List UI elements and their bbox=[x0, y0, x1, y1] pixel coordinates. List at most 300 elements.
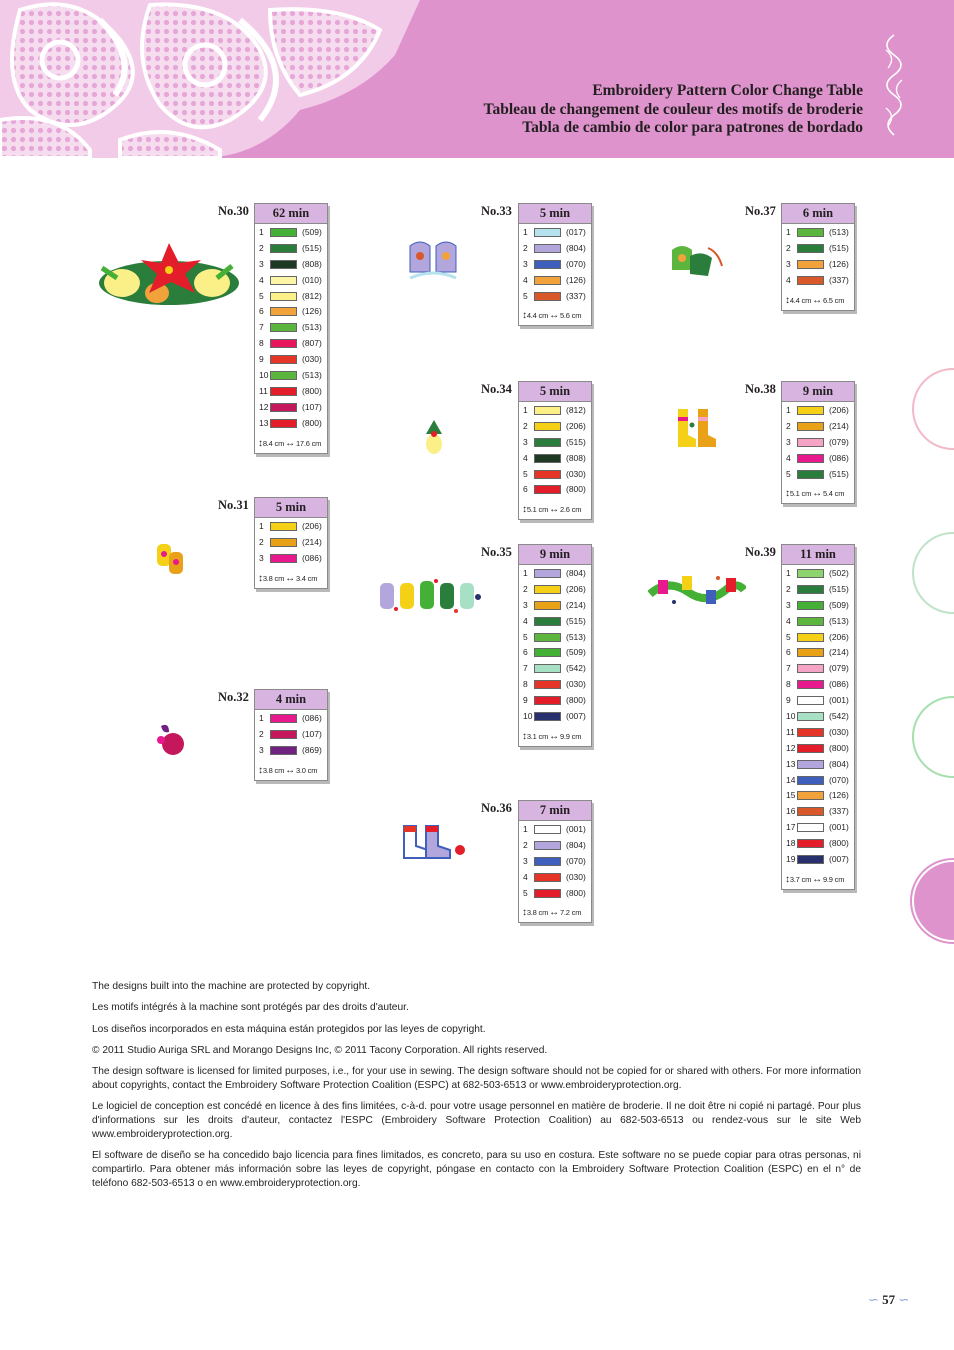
pattern-38-color-table bbox=[781, 381, 855, 504]
thread-color-swatch bbox=[534, 664, 561, 673]
color-row bbox=[782, 787, 854, 803]
thread-color-swatch bbox=[270, 730, 297, 739]
thread-code: (214) bbox=[829, 420, 849, 431]
horizontal-arrow-icon: ↔ bbox=[285, 572, 295, 584]
pattern-35-number: No.35 bbox=[481, 545, 512, 559]
width-value: 3.4 cm bbox=[295, 573, 318, 583]
thread-color-swatch bbox=[797, 228, 824, 237]
color-row bbox=[519, 466, 591, 482]
thread-code: (513) bbox=[302, 370, 322, 381]
color-row bbox=[255, 518, 327, 534]
right-ornament-icon: ∽ bbox=[898, 1292, 910, 1307]
thread-color-swatch bbox=[534, 889, 561, 898]
note-copyright-en: The designs built into the machine are protected by copyright. bbox=[92, 981, 371, 992]
thread-code: (010) bbox=[302, 274, 322, 285]
color-row bbox=[519, 629, 591, 645]
color-row bbox=[519, 613, 591, 629]
color-order: 8 bbox=[786, 679, 791, 690]
width-value: 17.6 cm bbox=[295, 438, 322, 448]
thread-color-swatch bbox=[534, 406, 561, 415]
pattern-dimensions bbox=[519, 900, 591, 922]
thread-code: (007) bbox=[566, 711, 586, 722]
thread-code: (214) bbox=[829, 647, 849, 658]
color-order: 7 bbox=[523, 663, 528, 674]
thread-code: (800) bbox=[302, 417, 322, 428]
thread-color-swatch bbox=[534, 569, 561, 578]
color-order: 2 bbox=[259, 536, 264, 547]
header-titles bbox=[484, 82, 863, 138]
thread-code: (804) bbox=[566, 839, 586, 850]
thread-code: (001) bbox=[829, 822, 849, 833]
thread-color-swatch bbox=[270, 371, 297, 380]
height-value: 4.4 cm bbox=[526, 311, 549, 321]
color-row bbox=[519, 676, 591, 692]
color-row bbox=[519, 581, 591, 597]
thread-code: (030) bbox=[566, 679, 586, 690]
color-order: 13 bbox=[259, 417, 269, 428]
thread-code: (515) bbox=[302, 242, 322, 253]
color-row bbox=[519, 450, 591, 466]
color-row bbox=[519, 402, 591, 418]
thread-color-swatch bbox=[270, 538, 297, 547]
pattern-39-image bbox=[648, 572, 746, 610]
color-row bbox=[519, 869, 591, 885]
color-row bbox=[782, 676, 854, 692]
thread-color-swatch bbox=[534, 648, 561, 657]
color-order: 5 bbox=[786, 631, 791, 642]
pattern-dimensions bbox=[255, 758, 327, 780]
pattern-34-color-table bbox=[518, 381, 592, 520]
thread-code: (337) bbox=[566, 290, 586, 301]
thread-code: (079) bbox=[829, 436, 849, 447]
color-row bbox=[255, 383, 327, 399]
pattern-31-image bbox=[155, 540, 187, 576]
thread-color-swatch bbox=[797, 744, 824, 753]
side-tab-circle-2 bbox=[912, 532, 954, 614]
thread-color-swatch bbox=[797, 601, 824, 610]
pattern-32-color-table bbox=[254, 689, 328, 781]
thread-color-swatch bbox=[270, 522, 297, 531]
sewing-time: 62 min bbox=[255, 204, 327, 224]
color-order: 1 bbox=[523, 227, 528, 237]
vertical-arrow-icon: ↕ bbox=[522, 730, 527, 742]
color-order: 6 bbox=[523, 647, 528, 658]
thread-color-swatch bbox=[270, 339, 297, 348]
thread-code: (515) bbox=[829, 242, 849, 253]
horizontal-arrow-icon: ↔ bbox=[549, 730, 559, 742]
width-value: 5.6 cm bbox=[559, 311, 582, 321]
color-row bbox=[255, 710, 327, 726]
thread-color-swatch bbox=[534, 680, 561, 689]
dimensions-text bbox=[258, 573, 317, 584]
color-order: 1 bbox=[786, 405, 791, 415]
pattern-dimensions bbox=[519, 724, 591, 746]
color-order: 9 bbox=[259, 354, 264, 365]
color-order: 1 bbox=[523, 824, 528, 834]
pattern-dimensions bbox=[782, 481, 854, 503]
color-row bbox=[519, 853, 591, 869]
thread-color-swatch bbox=[270, 276, 297, 285]
color-order: 3 bbox=[523, 258, 528, 269]
color-order: 5 bbox=[523, 290, 528, 301]
color-row bbox=[519, 821, 591, 837]
color-row bbox=[519, 418, 591, 434]
thread-code: (804) bbox=[829, 758, 849, 769]
thread-code: (001) bbox=[829, 695, 849, 706]
thread-code: (509) bbox=[302, 227, 322, 237]
color-order: 1 bbox=[786, 227, 791, 237]
color-row bbox=[255, 288, 327, 304]
thread-color-swatch bbox=[270, 292, 297, 301]
height-value: 3.8 cm bbox=[262, 573, 285, 583]
dimensions-text bbox=[785, 488, 844, 499]
thread-code: (807) bbox=[302, 338, 322, 349]
thread-color-swatch bbox=[534, 601, 561, 610]
color-order: 5 bbox=[523, 631, 528, 642]
color-row bbox=[519, 837, 591, 853]
color-row bbox=[255, 534, 327, 550]
color-order: 3 bbox=[259, 258, 264, 269]
color-order: 2 bbox=[259, 728, 264, 739]
thread-code: (337) bbox=[829, 274, 849, 285]
note-license-fr: Le logiciel de conception est concédé en licence à des fins limitées, c-à-d. pour votre usage personnel en matière de broderie. Il ne doit être ni copié ni partagé. Pour plus d'informations sur les droits d'auteur, contactez l'ESPC (Embroidery Software Protection Coalition) au 682-503-6513 ou rendez-vous sur le site Web www.embroideryprotection.org. bbox=[92, 1101, 861, 1140]
sewing-time: 7 min bbox=[519, 801, 591, 821]
left-ornament-icon: ∽ bbox=[868, 1292, 879, 1307]
color-order: 5 bbox=[523, 887, 528, 898]
color-row bbox=[255, 726, 327, 742]
color-row bbox=[519, 565, 591, 581]
color-order: 2 bbox=[523, 839, 528, 850]
thread-color-swatch bbox=[534, 228, 561, 237]
thread-code: (206) bbox=[829, 405, 849, 415]
thread-color-swatch bbox=[797, 760, 824, 769]
height-value: 8.4 cm bbox=[262, 438, 285, 448]
width-value: 3.0 cm bbox=[295, 765, 318, 775]
dimensions-text bbox=[258, 765, 317, 776]
thread-code: (126) bbox=[829, 790, 849, 801]
pattern-34-image bbox=[422, 418, 446, 458]
thread-color-swatch bbox=[270, 355, 297, 364]
copyright-notes bbox=[92, 980, 861, 1198]
color-row bbox=[782, 660, 854, 676]
color-order: 3 bbox=[523, 436, 528, 447]
dimensions-text bbox=[522, 731, 581, 742]
thread-color-swatch bbox=[797, 438, 824, 447]
thread-color-swatch bbox=[270, 244, 297, 253]
thread-color-swatch bbox=[797, 712, 824, 721]
color-row bbox=[519, 240, 591, 256]
color-order: 2 bbox=[523, 583, 528, 594]
width-value: 9.9 cm bbox=[559, 731, 582, 741]
thread-color-swatch bbox=[534, 633, 561, 642]
thread-code: (515) bbox=[829, 468, 849, 479]
color-row bbox=[519, 644, 591, 660]
thread-color-swatch bbox=[270, 387, 297, 396]
color-order: 4 bbox=[786, 615, 791, 626]
horizontal-arrow-icon: ↔ bbox=[549, 310, 559, 322]
color-row bbox=[255, 367, 327, 383]
color-row bbox=[782, 724, 854, 740]
color-order: 1 bbox=[523, 568, 528, 578]
thread-color-swatch bbox=[534, 470, 561, 479]
color-order: 13 bbox=[786, 758, 796, 769]
color-order: 1 bbox=[786, 568, 791, 578]
pattern-33-color-table bbox=[518, 203, 592, 326]
thread-code: (206) bbox=[566, 420, 586, 431]
thread-code: (513) bbox=[566, 631, 586, 642]
thread-code: (800) bbox=[566, 887, 586, 898]
color-order: 3 bbox=[259, 552, 264, 563]
note-copyright-es: Los diseños incorporados en esta máquina están protegidos por las leyes de copyright. bbox=[92, 1023, 486, 1035]
thread-code: (086) bbox=[829, 679, 849, 690]
thread-color-swatch bbox=[534, 276, 561, 285]
color-order: 2 bbox=[523, 420, 528, 431]
color-row bbox=[255, 272, 327, 288]
color-row bbox=[782, 240, 854, 256]
dimensions-text bbox=[258, 438, 321, 449]
thread-code: (812) bbox=[566, 405, 586, 415]
thread-code: (126) bbox=[302, 306, 322, 317]
thread-color-swatch bbox=[797, 569, 824, 578]
thread-color-swatch bbox=[534, 712, 561, 721]
color-order: 14 bbox=[786, 774, 796, 785]
thread-code: (869) bbox=[302, 744, 322, 755]
thread-code: (542) bbox=[566, 663, 586, 674]
color-order: 12 bbox=[786, 742, 796, 753]
color-row bbox=[782, 434, 854, 450]
dimensions-text bbox=[522, 310, 581, 321]
thread-color-swatch bbox=[797, 470, 824, 479]
color-row bbox=[782, 835, 854, 851]
pattern-36-color-table bbox=[518, 800, 592, 923]
color-row bbox=[782, 272, 854, 288]
color-order: 4 bbox=[523, 452, 528, 463]
thread-code: (513) bbox=[302, 322, 322, 333]
color-order: 3 bbox=[259, 744, 264, 755]
dimensions-text bbox=[522, 907, 581, 918]
color-row bbox=[255, 224, 327, 240]
color-row bbox=[255, 742, 327, 758]
color-order: 19 bbox=[786, 854, 796, 865]
pattern-37-number: No.37 bbox=[745, 204, 776, 218]
thread-color-swatch bbox=[534, 422, 561, 431]
color-row bbox=[519, 692, 591, 708]
color-row bbox=[255, 303, 327, 319]
vertical-arrow-icon: ↕ bbox=[785, 294, 790, 306]
color-row bbox=[782, 450, 854, 466]
pattern-38-image bbox=[672, 405, 722, 451]
thread-code: (086) bbox=[829, 452, 849, 463]
thread-color-swatch bbox=[797, 696, 824, 705]
pattern-dimensions bbox=[255, 431, 327, 453]
height-value: 3.8 cm bbox=[526, 908, 549, 918]
color-row bbox=[519, 481, 591, 497]
thread-color-swatch bbox=[270, 260, 297, 269]
thread-color-swatch bbox=[797, 633, 824, 642]
vertical-arrow-icon: ↕ bbox=[785, 873, 790, 885]
pattern-dimensions bbox=[782, 288, 854, 310]
thread-code: (214) bbox=[302, 536, 322, 547]
thread-code: (800) bbox=[566, 484, 586, 495]
color-row bbox=[782, 692, 854, 708]
thread-color-swatch bbox=[797, 648, 824, 657]
thread-color-swatch bbox=[534, 841, 561, 850]
side-tab-circle-4 bbox=[912, 860, 954, 942]
color-row bbox=[255, 399, 327, 415]
vertical-arrow-icon: ↕ bbox=[258, 572, 263, 584]
height-value: 3.8 cm bbox=[262, 765, 285, 775]
thread-code: (070) bbox=[566, 855, 586, 866]
thread-code: (515) bbox=[566, 615, 586, 626]
dimensions-text bbox=[785, 874, 844, 885]
thread-color-swatch bbox=[534, 485, 561, 494]
thread-code: (086) bbox=[302, 713, 322, 723]
color-order: 1 bbox=[259, 227, 264, 237]
thread-code: (509) bbox=[566, 647, 586, 658]
thread-color-swatch bbox=[534, 260, 561, 269]
pattern-36-image bbox=[398, 820, 468, 862]
color-row bbox=[782, 851, 854, 867]
thread-color-swatch bbox=[534, 696, 561, 705]
color-row bbox=[782, 819, 854, 835]
color-order: 17 bbox=[786, 822, 796, 833]
note-license-en: The design software is licensed for limited purposes, i.e., for your use in sewing. The design software should not be copied for or shared with others. For more information about copyrights, contact the Embroidery Software Protection Coalition (ESPC) at 682-503-6513 or www.embroideryprotection.org. bbox=[92, 1066, 861, 1091]
color-row bbox=[782, 772, 854, 788]
thread-color-swatch bbox=[534, 292, 561, 301]
thread-code: (509) bbox=[829, 599, 849, 610]
color-order: 2 bbox=[786, 420, 791, 431]
thread-code: (001) bbox=[566, 824, 586, 834]
pattern-31-number: No.31 bbox=[218, 498, 249, 512]
color-order: 9 bbox=[523, 695, 528, 706]
title-spanish: Tabla de cambio de color para patrones de bordado bbox=[522, 119, 863, 136]
color-row bbox=[519, 597, 591, 613]
thread-color-swatch bbox=[797, 406, 824, 415]
title-english: Embroidery Pattern Color Change Table bbox=[592, 82, 863, 99]
pattern-33-image bbox=[406, 238, 462, 282]
thread-color-swatch bbox=[270, 307, 297, 316]
width-value: 7.2 cm bbox=[559, 908, 582, 918]
thread-code: (030) bbox=[566, 468, 586, 479]
thread-code: (030) bbox=[829, 726, 849, 737]
thread-code: (086) bbox=[302, 552, 322, 563]
thread-code: (206) bbox=[302, 521, 322, 531]
color-row bbox=[519, 288, 591, 304]
height-value: 3.7 cm bbox=[789, 874, 812, 884]
thread-color-swatch bbox=[797, 276, 824, 285]
width-value: 9.9 cm bbox=[822, 874, 845, 884]
vertical-arrow-icon: ↕ bbox=[522, 504, 527, 516]
thread-color-swatch bbox=[797, 855, 824, 864]
color-order: 2 bbox=[259, 242, 264, 253]
thread-color-swatch bbox=[534, 873, 561, 882]
pattern-35-color-table bbox=[518, 544, 592, 747]
color-order: 4 bbox=[259, 274, 264, 285]
thread-color-swatch bbox=[270, 323, 297, 332]
side-tab-circle-3 bbox=[912, 696, 954, 778]
thread-code: (126) bbox=[566, 274, 586, 285]
thread-color-swatch bbox=[797, 680, 824, 689]
color-row bbox=[519, 708, 591, 724]
color-order: 4 bbox=[523, 615, 528, 626]
vertical-arrow-icon: ↕ bbox=[522, 907, 527, 919]
thread-color-swatch bbox=[534, 454, 561, 463]
color-order: 4 bbox=[786, 452, 791, 463]
thread-color-swatch bbox=[797, 422, 824, 431]
thread-code: (206) bbox=[566, 583, 586, 594]
lace-decoration bbox=[0, 0, 420, 158]
thread-color-swatch bbox=[797, 244, 824, 253]
flourish-icon bbox=[876, 30, 912, 140]
width-value: 5.4 cm bbox=[822, 489, 845, 499]
pattern-35-image bbox=[376, 577, 491, 615]
color-order: 4 bbox=[786, 274, 791, 285]
horizontal-arrow-icon: ↔ bbox=[285, 764, 295, 776]
thread-color-swatch bbox=[797, 664, 824, 673]
color-order: 2 bbox=[786, 583, 791, 594]
pattern-38-number: No.38 bbox=[745, 382, 776, 396]
color-order: 3 bbox=[786, 258, 791, 269]
color-row bbox=[782, 256, 854, 272]
thread-color-swatch bbox=[534, 857, 561, 866]
pattern-dimensions bbox=[782, 867, 854, 889]
pattern-dimensions bbox=[519, 497, 591, 519]
side-tab-circle-1 bbox=[912, 368, 954, 450]
thread-color-swatch bbox=[797, 839, 824, 848]
pattern-dimensions bbox=[519, 303, 591, 325]
pattern-37-image bbox=[668, 240, 724, 282]
thread-code: (808) bbox=[566, 452, 586, 463]
thread-code: (126) bbox=[829, 258, 849, 269]
color-order: 5 bbox=[259, 290, 264, 301]
thread-color-swatch bbox=[270, 554, 297, 563]
height-value: 5.1 cm bbox=[789, 489, 812, 499]
title-french: Tableau de changement de couleur des motifs de broderie bbox=[483, 100, 863, 118]
color-row bbox=[519, 224, 591, 240]
dimensions-text bbox=[522, 504, 581, 515]
thread-color-swatch bbox=[797, 791, 824, 800]
thread-code: (812) bbox=[302, 290, 322, 301]
pattern-39-number: No.39 bbox=[745, 545, 776, 559]
thread-code: (515) bbox=[566, 436, 586, 447]
thread-code: (800) bbox=[302, 385, 322, 396]
color-row bbox=[519, 434, 591, 450]
color-row bbox=[519, 256, 591, 272]
thread-color-swatch bbox=[797, 823, 824, 832]
pattern-30-number: No.30 bbox=[218, 204, 249, 218]
note-license-es: El software de diseño se ha concedido bajo licencia para fines limitados, es concreto, para su uso en costura. Este software no se puede copiar para otras personas, ni compartirlo. Para obtener más información sobre las leyes de copyright, póngase en contacto con la Embroidery Software Protection Coalition (ESPC) en el n° de teléfono 682-503-6513 o en www.embroideryprotection.org. bbox=[92, 1150, 861, 1189]
pattern-34-number: No.34 bbox=[481, 382, 512, 396]
dimensions-text bbox=[785, 295, 844, 306]
thread-color-swatch bbox=[797, 807, 824, 816]
thread-code: (542) bbox=[829, 711, 849, 722]
color-order: 10 bbox=[786, 711, 796, 722]
color-order: 7 bbox=[259, 322, 264, 333]
color-row bbox=[519, 660, 591, 676]
sewing-time: 9 min bbox=[782, 382, 854, 402]
thread-code: (030) bbox=[302, 354, 322, 365]
pattern-32-image bbox=[155, 720, 187, 758]
color-row bbox=[782, 565, 854, 581]
color-row bbox=[782, 629, 854, 645]
color-order: 10 bbox=[259, 370, 269, 381]
color-order: 16 bbox=[786, 806, 796, 817]
thread-code: (804) bbox=[566, 568, 586, 578]
height-value: 3.1 cm bbox=[526, 731, 549, 741]
color-order: 2 bbox=[786, 242, 791, 253]
thread-color-swatch bbox=[797, 454, 824, 463]
color-row bbox=[782, 803, 854, 819]
